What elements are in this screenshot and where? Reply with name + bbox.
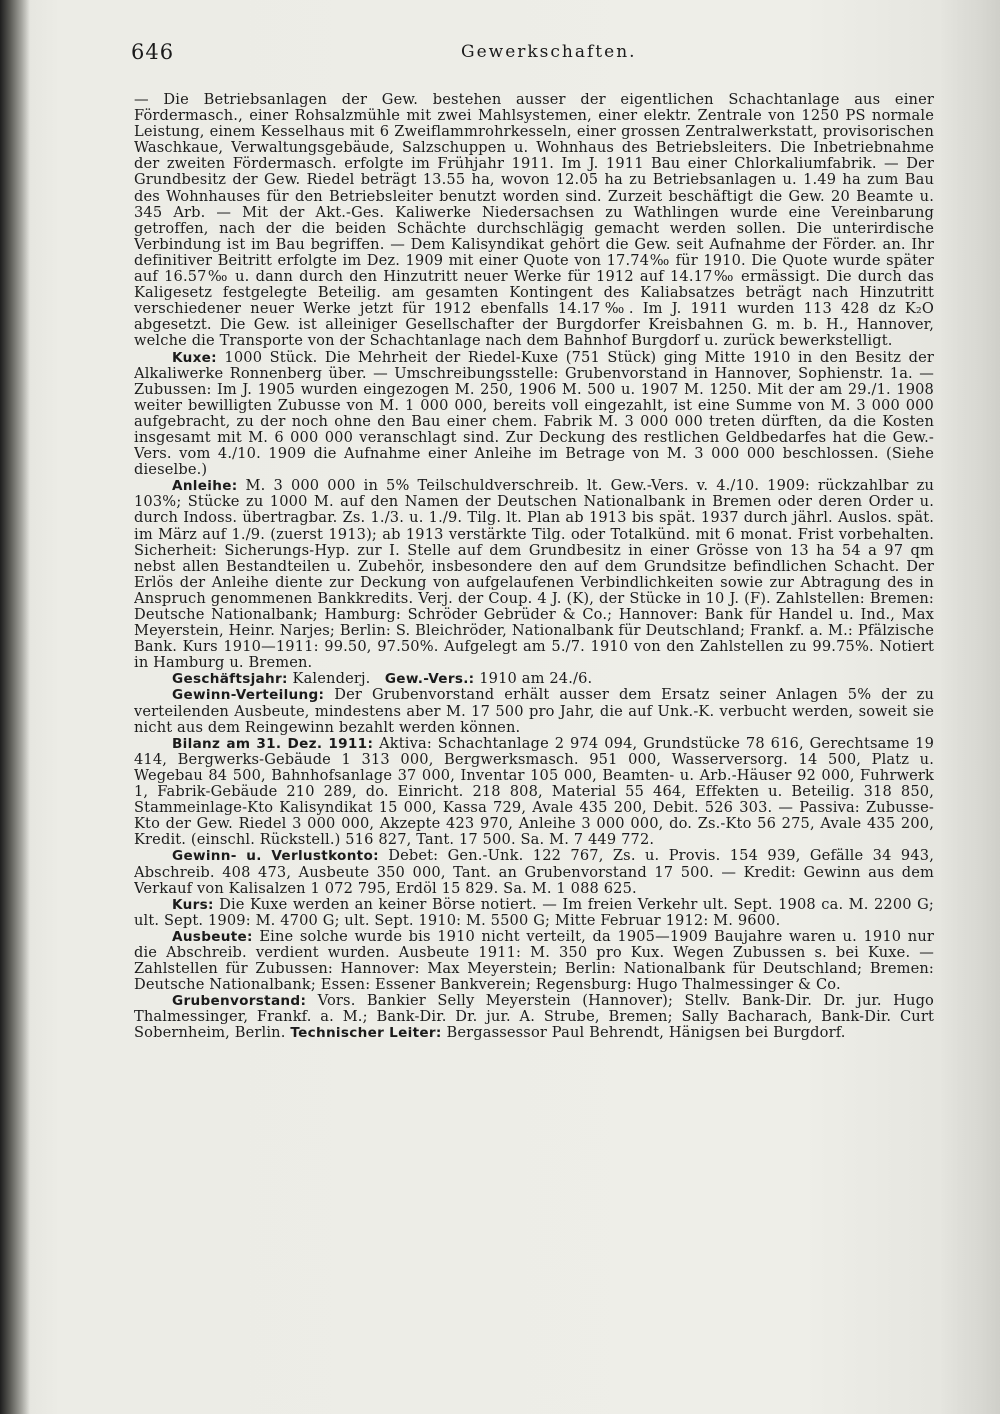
section-text: Kalenderj. bbox=[292, 670, 371, 688]
section-heading: Kuxe: bbox=[172, 349, 217, 366]
section-text: Aktiva: Schachtanlage 2 974 094, Grundstücke 78 616, Gerechtsame 19 414, Bergwerks-Gebäude 1 313 000, Bergwerksmasch. 951 000, Wasserversorg. 14 500, Platz u. Wegebau 84 500, Bahnhofsanlage 37 000, Inventar 105 000, Beamten- u. Arb.-Häuser 92 000, Fuhrwerk 1, Fabrik-Gebäude 210 289, do. Einricht. 218 808, Material 55 464, Effekten u. Beteilig. 318 850, Stammeinlage-Kto Kalisyndikat 15 000, Kassa 729, Avale 435 200, Debit. 526 303. — Passiva: Zubusse-Kto der Gew. Riedel 3 000 000, Akzepte 423 970, Anleihe 3 000 000, do. Zs.-Kto 56 275, Avale 435 200, Kredit. (einschl. Rückstell.) 516 827, Tant. 17 500. Sa. M. 7 449 772. bbox=[134, 734, 934, 849]
section-heading: Ausbeute: bbox=[172, 928, 253, 945]
section-text: Die Kuxe werden an keiner Börse notiert. — Im freien Verkehr ult. Sept. 1908 ca. M. 2200 G; ult. Sept. 1909: M. 4700 G; ult. Sept. 1910: M. 5500 G; Mitte Februar 1912: M. 9600. bbox=[134, 895, 934, 929]
section-text: Der Grubenvorstand erhält ausser dem Ersatz seiner Anlagen 5% der zu verteilenden Ausbeute, mindestens aber M. 17 500 pro Jahr, die auf Unk.-K. verbucht werden, soweit sie nicht aus dem Reingewinn bezahlt werden können. bbox=[134, 686, 934, 736]
section-bilanz bbox=[134, 736, 934, 849]
section-subtext: Bergassessor Paul Behrendt, Hänigsen bei Burgdorf. bbox=[446, 1024, 846, 1042]
section-text: Debet: Gen.-Unk. 122 767, Zs. u. Provis. 154 939, Gefälle 34 943, Abschreib. 408 473, Ausbeute 350 000, Tant. an Grubenvorstand 17 500. — Kredit: Gewinn aus dem Verkauf von Kalisalzen 1 072 795, Erdöl 15 829. Sa. M. 1 088 625. bbox=[134, 847, 934, 897]
section-heading: Gewinn- u. Verlustkonto: bbox=[172, 848, 379, 865]
section-subheading: Gew.-Vers.: bbox=[384, 671, 475, 688]
section-subheading: Technischer Leiter: bbox=[290, 1025, 442, 1042]
section-heading: Geschäftsjahr: bbox=[172, 671, 288, 688]
section-grubenvorstand bbox=[134, 993, 934, 1041]
section-text: 1000 Stück. Die Mehrheit der Riedel-Kuxe (751 Stück) ging Mitte 1910 in den Besitz der Alkaliwerke Ronnenberg über. — Umschreibungsstelle: Grubenvorstand in Hannover, Sophienstr. 1a. — Zubussen: Im J. 1905 wurden eingezogen M. 250, 1906 M. 500 u. 1907 M. 1250. Mit der am 29./1. 1908 weiter bewilligten Zubusse von M. 1 000 000, bereits voll eingezahlt, ist eine Summe von M. 3 000 000 aufgebracht, zu der noch ohne den Bau einer chem. Fabrik M. 3 000 000 treten dürften, da die Kosten insgesamt mit M. 6 000 000 veranschlagt sind. Zur Deckung des restlichen Geldbedarfes hat die Gew.-Vers. vom 4./10. 1909 die Aufnahme einer Anleihe im Betrage von M. 3 000 000 beschlossen. (Siehe dieselbe.) bbox=[134, 348, 934, 479]
section-anleihe bbox=[134, 478, 934, 671]
section-heading: Grubenvorstand: bbox=[172, 993, 307, 1010]
section-text: Vors. Bankier Selly Meyerstein (Hannover); Stellv. Bank-Dir. Dr. jur. Hugo Thalmessinger, Frankf. a. M.; Bank-Dir. Dr. jur. A. Strube, Bremen; Sally Bacharach, Bank-Dir. Curt Sobernheim, Berlin. bbox=[134, 992, 934, 1042]
page-header bbox=[131, 40, 931, 70]
section-text: Eine solche wurde bis 1910 nicht verteilt, da 1905—1909 Baujahre waren u. 1910 nur die Abschreib. verdient wurden. Ausbeute 1911: M. 350 pro Kux. Wegen Zubussen s. bei Kuxe. — Zahlstellen für Zubussen: Hannover: Max Meyerstein; Berlin: Nationalbank für Deutschland; Bremen: Deutsche Nationalbank; Essen: Essener Bankverein; Regensburg: Hugo Thalmessinger & Co. bbox=[134, 927, 934, 994]
section-kuxe bbox=[134, 350, 934, 479]
section-heading: Gewinn-Verteilung: bbox=[172, 687, 325, 704]
section-ausbeute bbox=[134, 929, 934, 993]
section-heading: Bilanz am 31. Dez. 1911: bbox=[172, 735, 374, 752]
section-betriebsanlagen bbox=[134, 92, 934, 350]
section-gewinn-verteilung bbox=[134, 687, 934, 735]
section-geschaeftsjahr bbox=[134, 671, 934, 687]
section-text: M. 3 000 000 in 5% Teilschuldverschreib. lt. Gew.-Vers. v. 4./10. 1909: rückzahlbar zu 103%; Stücke zu 1000 M. auf den Namen der Deutschen Nationalbank in Bremen oder deren Order u. durch Indoss. übertragbar. Zs. 1./3. u. 1./9. Tilg. lt. Plan ab 1913 bis spät. 1937 durch jährl. Auslos. spät. im März auf 1./9. (zuerst 1913); ab 1913 verstärkte Tilg. oder Totalkünd. mit 6 monat. Frist vorbehalten. Sicherheit: Sicherungs-Hyp. zur I. Stelle auf dem Grundbesitz in einer Grösse von 13 ha 54 a 97 qm nebst allen Bestandteilen u. Zubehör, insbesondere den auf dem Grundsitze befindlichen Schacht. Der Erlös der Anleihe diente zur Deckung von aufgelaufenen Verbindlichkeiten sowie zur Abtragung des in Anspruch genommenen Bankkredits. Verj. der Coup. 4 J. (K), der Stücke in 10 J. (F). Zahlstellen: Bremen: Deutsche Nationalbank; Hamburg: Schröder Gebrüder & Co.; Hannover: Bank für Handel u. Ind., Max Meyerstein, Heinr. Narjes; Berlin: S. Bleichröder, Nationalbank für Deutschland; Frankf. a. M.: Pfälzische Bank. Kurs 1910—1911: 99.50, 97.50%. Aufgelegt am 5./7. 1910 von den Zahlstellen zu 99.75%. Notiert in Hamburg u. Bremen. bbox=[134, 477, 934, 672]
section-subtext: 1910 am 24./6. bbox=[479, 670, 593, 688]
body-text bbox=[134, 92, 934, 1322]
section-text: — Die Betriebsanlagen der Gew. bestehen ausser der eigentlichen Schachtanlage aus einer Fördermasch., einer Rohsalzmühle mit zwei Mahlsystemen, einer elektr. Zentrale von 1250 PS normale Leistung, einem Kesselhaus mit 6 Zweiflammrohrkesseln, einer grossen Zentralwerkstatt, provisorischen Waschkaue, Verwaltungsgebäude, Salzschuppen u. Wohnhaus des Betriebsleiters. Die Inbetriebnahme der zweiten Fördermasch. erfolgte im Frühjahr 1911. Im J. 1911 Bau einer Chlorkaliumfabrik. — Der Grundbesitz der Gew. Riedel beträgt 13.55 ha, wovon 12.05 ha zu Betriebsanlagen u. 1.49 ha zum Bau des Wohnhauses für den Betriebsleiter benutzt worden sind. Zurzeit beschäftigt die Gew. 20 Beamte u. 345 Arb. — Mit der Akt.-Ges. Kaliwerke Niedersachsen zu Wathlingen wurde eine Vereinbarung getroffen, nach der die beiden Schächte durchschlägig gemacht werden sollen. Die unterirdische Verbindung ist im Bau begriffen. — Dem Kalisyndikat gehört die Gew. seit Aufnahme der Förder. an. Ihr definitiver Beitritt erfolgte im Dez. 1909 mit einer Quote von 17.74‰ für 1910. Die Quote wurde später auf 16.57‰ u. dann durch den Hinzutritt neuer Werke für 1912 auf 14.17‰ ermässigt. Die durch das Kaligesetz festgelegte Beteilig. am gesamten Kontingent des Kaliabsatzes beträgt nach Hinzutritt verschiedener neuer Werke jetzt für 1912 ebenfalls 14.17‰. Im J. 1911 wurden 113 428 dz K₂O abgesetzt. Die Gew. ist alleiniger Gesellschafter der Burgdorfer Kreisbahnen G. m. b. H., Hannover, welche die Transporte von der Schachtanlage nach dem Bahnhof Burgdorf u. zurück bewerkstelligt. bbox=[134, 92, 934, 350]
book-binding-shadow bbox=[0, 0, 30, 1414]
page-number: 646 bbox=[131, 40, 175, 64]
running-title: Gewerkschaften. bbox=[461, 42, 637, 62]
section-heading: Anleihe: bbox=[172, 478, 238, 495]
section-kurs bbox=[134, 897, 934, 929]
page-right-edge bbox=[940, 0, 1000, 1414]
section-heading: Kurs: bbox=[172, 896, 214, 913]
section-gewinn-verlustkonto bbox=[134, 848, 934, 896]
